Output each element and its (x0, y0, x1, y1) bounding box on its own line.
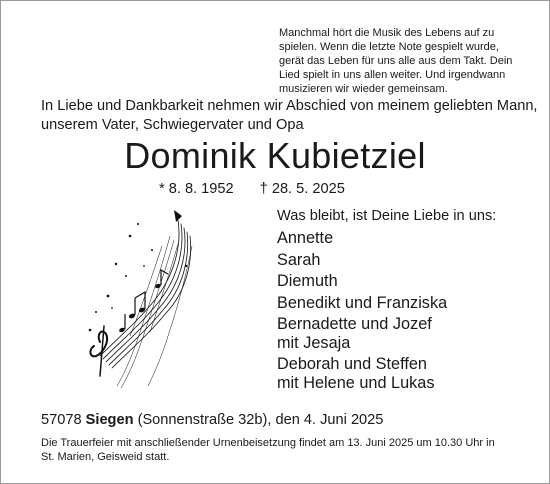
survivor-entry (277, 315, 537, 352)
survivor-entry (277, 229, 537, 247)
postal-code: 57078 (41, 412, 82, 428)
city: Siegen (85, 412, 134, 428)
address-date: (Sonnenstraße 32b), den 4. Juni 2025 (137, 412, 384, 428)
life-dates (159, 180, 345, 198)
poem-line: Manchmal hört die Musik des Lebens auf zu (279, 27, 495, 39)
survivor-name: Diemuth (277, 272, 338, 291)
poem (279, 26, 529, 96)
survivor-name: Sarah (277, 250, 321, 269)
farewell-intro (41, 97, 538, 135)
poem-line: spielen. Wenn die letzte Note gespielt wurde, (279, 41, 499, 53)
survivor-entry (277, 272, 537, 290)
music-notes-icon (82, 206, 202, 392)
survivor-name: Deborah und Steffen (277, 355, 427, 374)
intro-line: In Liebe und Dankbarkeit nehmen wir Abschied von meinem geliebten Mann, (41, 98, 538, 114)
birth-date: * 8. 8. 1952 (159, 181, 234, 197)
place-date-line (41, 411, 383, 429)
notice-line: St. Marien, Geisweid statt. (41, 451, 170, 463)
funeral-notice (41, 436, 516, 464)
survivor-name: mit Helene und Lukas (277, 373, 435, 392)
poem-line: Lied spielt in uns allen weiter. Und irgendwann (279, 69, 506, 81)
poem-line: musizieren wir wieder gemeinsam. (279, 83, 448, 95)
survivor-name: Annette (277, 229, 334, 247)
intro-line: unserem Vater, Schwiegervater und Opa (41, 117, 304, 133)
survivors-intro: Was bleibt, ist Deine Liebe in uns: (277, 208, 497, 224)
survivor-entry (277, 355, 537, 392)
survivor-entry (277, 294, 537, 312)
survivor-entry (277, 251, 537, 269)
deceased-name: Dominik Kubietziel (124, 135, 426, 176)
poem-line: gerät das Leben für uns alle aus dem Takt. Dein (279, 55, 513, 67)
notice-line: Die Trauerfeier mit anschließender Urnenbeisetzung findet am 13. Juni 2025 um 10.30 Uhr in (41, 437, 495, 449)
survivors (277, 207, 537, 395)
survivor-name: Benedikt und Franziska (277, 293, 448, 312)
survivor-name: Bernadette und Jozef (277, 315, 432, 334)
death-date: † 28. 5. 2025 (259, 181, 345, 197)
survivor-name: mit Jesaja (277, 333, 351, 352)
